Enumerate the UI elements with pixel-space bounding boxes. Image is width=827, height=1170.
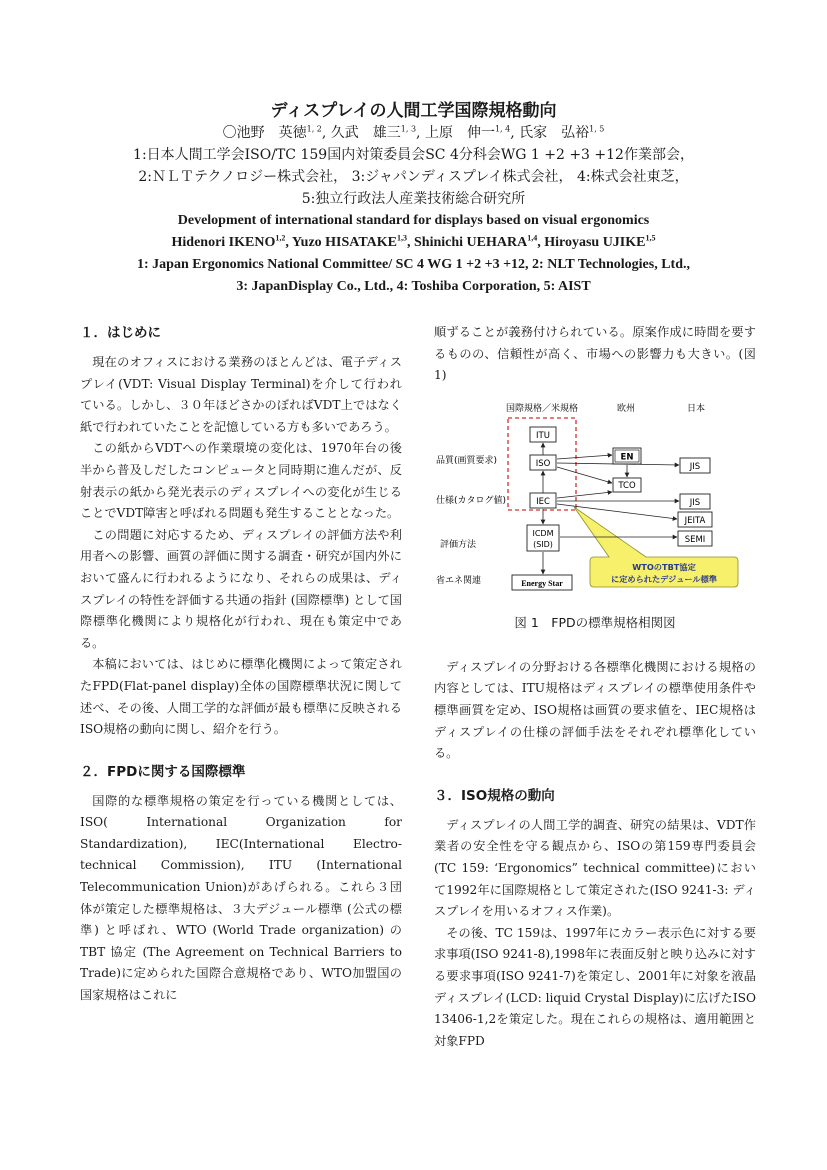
left-column <box>80 322 402 1007</box>
column-header: 国際規格／米規格 <box>505 403 579 414</box>
callout-text: に定められたデジュール標準 <box>611 573 717 584</box>
section-heading: ３．ISO規格の動向 <box>434 787 555 804</box>
author-sep: , <box>407 235 415 250</box>
paper-title-en: Development of international standard for displays based on visual ergonomics <box>177 213 650 228</box>
paragraph: その後、TC 159は、1997年にカラー表示色に対する要求事項(ISO 9241-8),1998年に表面反射と映り込みに対する要求事項(ISO 9241-7)を策定し、2001年に対象を液晶ディスプレイ(LCD: liquid Crystal Display)に広げたISO 13406-1,2を策定した。現在これらの規格は、適用範囲と対象FPD <box>434 925 756 1048</box>
column-header: 欧州 <box>616 403 636 414</box>
row-label: 省エネ関連 <box>436 575 482 586</box>
author-en: Hiroyasu UJIKE <box>544 235 646 250</box>
affiliation-jp-3: 5:独立行政法人産業技術総合研究所 <box>301 191 526 207</box>
author-sup: 1,2 <box>275 233 286 243</box>
box-label: EN <box>620 452 634 463</box>
author-sep: , <box>416 125 425 141</box>
box-label: Energy Star <box>521 578 563 588</box>
authors-jp <box>60 122 767 144</box>
author-en: Shinichi UEHARA <box>414 235 528 250</box>
author-sup: 1, 2 <box>306 124 322 134</box>
paper-header <box>60 100 767 298</box>
row-label: 仕様(カタログ値) <box>436 495 507 506</box>
row-label: 評価方法 <box>440 539 477 550</box>
box-label: IEC <box>536 496 550 507</box>
box-label: JIS <box>689 497 701 508</box>
row-label: 品質(画質要求) <box>436 455 498 466</box>
paragraph: 現在のオフィスにおける業務のほとんどは、電子ディスプレイ(VDT: Visual Display Terminal)を介して行われている。しかし、３０年ほどさかのぼればVDT上ではなく紙で行われていたことを記憶している方も多いであろう。 <box>80 355 402 434</box>
authors-en <box>60 232 767 254</box>
paragraph: 順ずることが義務付けられている。原案作成に時間を要するものの、信頼性が高く、市場への影響力も大きい。(図 1) <box>434 325 756 383</box>
paper-title-jp: ディスプレイの人間工学国際規格動向 <box>270 101 557 121</box>
paragraph: この紙からVDTへの作業環境の変化は、1970年台の後半から普及しだしたコンピュータと同時期に進んだが、反射表示の紙から発光表示のディスプレイへの変化が生じることでVDT障害と呼ばれる問題も発生することとなった。 <box>80 441 402 521</box>
author-sup: 1,3 <box>397 233 408 243</box>
author-sup: 1, 3 <box>400 124 417 134</box>
paragraph: 国際的な標準規格の策定を行っている機関としては、ISO( International Organization for Standardization), IEC(International Electro-technical Commission), ITU (International Telecommunication Union)があげられる。これら３団体が策定した標準規格は、３大デジュール標準 (公式の標準) と呼ばれ、WTO (World Trade organization) の TBT 協定 (The Agreement on Technical Barriers to Trade)に定められた国際合意規格であり、WTO加盟国の国家規格はこれに <box>80 793 402 1003</box>
author-en: Hidenori IKENO <box>171 235 276 250</box>
affiliation-jp-1: 1:日本人間工学会ISO/TC 159国内対策委員会SC 4分科会WG 1 +2 +3 +12作業部会， <box>133 147 694 163</box>
column-header: 日本 <box>686 403 706 414</box>
right-column <box>434 322 756 1052</box>
affiliation-jp-2: 2:ＮＬＴテクノロジー株式会社， 3:ジャパンディスプレイ株式会社， 4:株式会社東芝， <box>138 169 689 185</box>
author-sup: 1,5 <box>645 233 656 243</box>
box-label: (SID) <box>533 539 553 549</box>
author-sep: , <box>285 235 292 250</box>
affiliation-en-1: 1: Japan Ergonomics National Committee/ SC 4 WG 1 +2 +3 +12, 2: NLT Technologies, Ltd., <box>137 257 690 272</box>
author-sep: , <box>510 125 520 141</box>
box-label: JEITA <box>684 515 706 526</box>
author-jp: 上原 伸一 <box>424 125 495 141</box>
box-label: JIS <box>689 461 701 472</box>
box-label: SEMI <box>684 534 706 545</box>
box-label: ITU <box>536 430 550 441</box>
author-sup: 1, 5 <box>589 124 605 134</box>
author-en: Yuzo HISATAKE <box>291 235 398 250</box>
author-jp: 〇池野 英徳 <box>222 125 307 141</box>
callout-text: WTOのTBT協定 <box>632 561 696 572</box>
author-sup: 1,4 <box>527 233 538 243</box>
section-heading: １．はじめに <box>80 325 161 341</box>
figure-caption: 図 1 FPDの標準規格相関図 <box>514 614 676 630</box>
box-label: ICDM <box>532 528 554 538</box>
author-jp: 氏家 弘裕 <box>519 125 590 141</box>
paragraph: この問題に対応するため、ディスプレイの評価方法や利用者への影響、画質の評価に関する調査・研究が国内外において盛んに行われるようになり、それらの成果は、ディスプレイの特性を評価する共通の指針 (国際標準) として国際標準化機関により規格化が行われ、現在も策定中である。 <box>80 527 402 650</box>
affiliation-en-2: 3: JapanDisplay Co., Ltd., 4: Toshiba Corporation, 5: AIST <box>236 279 591 294</box>
author-sep: , <box>537 235 545 250</box>
paragraph: ディスプレイの分野おける各標準化機関における規格の内容としては、ITU規格はディスプレイの標準使用条件や標準画質を定め、ISO規格は画質の要求値を、IEC規格はディスプレイの仕様の評価手法をそれぞれ標準化している。 <box>434 659 756 761</box>
box-label: TCO <box>618 480 636 491</box>
paragraph: ディスプレイの人間工学的調査、研究の結果は、VDT作業者の安全性を守る観点から、ISOの第159専門委員会(TC 159: ‘Ergonomics” technical committee)において1992年に国際規格として策定された(ISO 9241-3: ディスプレイを用いるオフィス作業)。 <box>434 817 756 919</box>
section-heading: ２．FPDに関する国際標準 <box>80 763 246 780</box>
figure-standards-diagram <box>434 397 756 607</box>
box-label: ISO <box>535 458 551 469</box>
paragraph: 本稿においては、はじめに標準化機関によって策定されたFPD(Flat-panel display)全体の国際標準状況に関して述べ、その後、人間工学的な評価が最も標準に反映されるISO規格の動向に関し、紹介を行う。 <box>80 657 402 737</box>
author-sup: 1, 4 <box>494 124 511 134</box>
author-sep: , <box>321 125 331 141</box>
author-jp: 久武 雄三 <box>330 125 401 141</box>
